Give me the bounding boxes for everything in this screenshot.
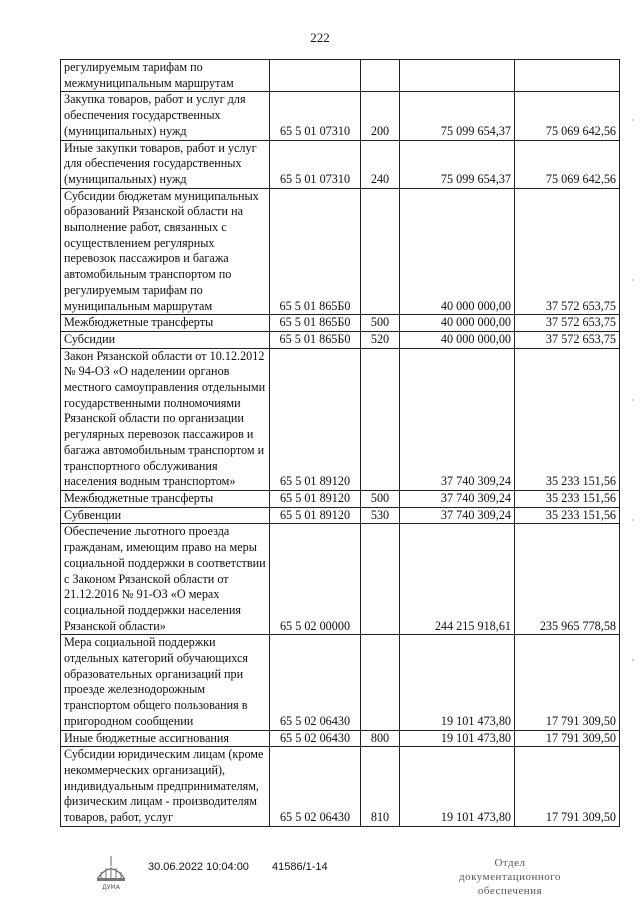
cell-name: Субсидии бюджетам муниципальных образований Рязанской области на выполнение работ, связанных с осуществлением регулярных перевозок пассажиров и багажа автомобильным транспортом по регулируемым тарифам по муниципальным маршрутам [61, 188, 270, 315]
cell-name: Субвенции [61, 507, 270, 524]
cell-y1: 37 740 309,24 [400, 348, 515, 490]
cell-y2: 75 069 642,56 [515, 140, 620, 188]
cell-name: Иные закупки товаров, работ и услуг для обеспечения государственных (муниципальных) нужд [61, 140, 270, 188]
table-row [61, 188, 620, 315]
cell-code: 65 5 01 07310 [270, 92, 361, 140]
table-row [61, 140, 620, 188]
department-stamp-line2: обеспечения [477, 885, 543, 897]
cell-y2: 235 965 778,58 [515, 524, 620, 635]
cell-y2 [515, 60, 620, 92]
cell-name: регулируемым тарифам по межмуниципальным маршрутам [61, 60, 270, 92]
budget-table [60, 59, 620, 827]
cell-code: 65 5 01 89120 [270, 507, 361, 524]
cell-type: 240 [361, 140, 400, 188]
cell-y2: 35 233 151,56 [515, 490, 620, 507]
cell-name: Иные бюджетные ассигнования [61, 730, 270, 747]
cell-code: 65 5 01 07310 [270, 140, 361, 188]
cell-y1: 37 740 309,24 [400, 490, 515, 507]
cell-name: Субсидии юридическим лицам (кроме некоммерческих организаций), индивидуальным предпринимателям, физическим лицам - производителям товаров, работ, услуг [61, 747, 270, 827]
cell-y1: 19 101 473,80 [400, 730, 515, 747]
cell-y2: 37 572 653,75 [515, 331, 620, 348]
cell-type [361, 348, 400, 490]
cell-type: 500 [361, 315, 400, 332]
cell-code: 65 5 01 865Б0 [270, 315, 361, 332]
cell-y2: 75 069 642,56 [515, 92, 620, 140]
cell-type: 200 [361, 92, 400, 140]
cell-y2: 37 572 653,75 [515, 188, 620, 315]
cell-y2: 17 791 309,50 [515, 747, 620, 827]
cell-y1: 244 215 918,61 [400, 524, 515, 635]
cell-y1: 75 099 654,37 [400, 92, 515, 140]
cell-name: Закон Рязанской области от 10.12.2012 № 94-ОЗ «О наделении органов местного самоуправления отдельными государственными полномочиями Рязанской области по организации регулярных перевозок пассажиров и багажа автомобильным транспортом и транспортного обслуживания населения водным транспортом» [61, 348, 270, 490]
table-row [61, 635, 620, 730]
cell-type [361, 524, 400, 635]
cell-name: Закупка товаров, работ и услуг для обеспечения государственных (муниципальных) нужд [61, 92, 270, 140]
cell-type: 500 [361, 490, 400, 507]
duma-logo-icon [90, 852, 132, 892]
cell-y2: 35 233 151,56 [515, 507, 620, 524]
table-row [61, 60, 620, 92]
cell-code: 65 5 01 89120 [270, 490, 361, 507]
cell-y2: 35 233 151,56 [515, 348, 620, 490]
cell-y2: 37 572 653,75 [515, 315, 620, 332]
registration-number: 41586/1-14 [272, 861, 328, 873]
table-row [61, 730, 620, 747]
table-row [61, 507, 620, 524]
cell-code: 65 5 02 06430 [270, 635, 361, 730]
cell-type [361, 60, 400, 92]
document-date: 30.06.2022 10:04:00 [148, 861, 249, 873]
cell-y1: 37 740 309,24 [400, 507, 515, 524]
cell-code: 65 5 02 06430 [270, 730, 361, 747]
table-row [61, 92, 620, 140]
cell-y2: 17 791 309,50 [515, 730, 620, 747]
cell-type: 520 [361, 331, 400, 348]
cell-y1: 40 000 000,00 [400, 315, 515, 332]
cell-type: 800 [361, 730, 400, 747]
margin-dots [630, 100, 636, 800]
cell-code: 65 5 01 865Б0 [270, 188, 361, 315]
cell-name: Межбюджетные трансферты [61, 315, 270, 332]
cell-y2: 17 791 309,50 [515, 635, 620, 730]
cell-name: Межбюджетные трансферты [61, 490, 270, 507]
cell-y1: 19 101 473,80 [400, 747, 515, 827]
department-stamp-line1: Отдел документационного [459, 857, 561, 883]
footer [0, 852, 640, 902]
table-row [61, 490, 620, 507]
table-row [61, 348, 620, 490]
cell-code [270, 60, 361, 92]
cell-name: Мера социальной поддержки отдельных категорий обучающихся образовательных организаций при проезде железнодорожным транспортом общего пользования в пригородном сообщении [61, 635, 270, 730]
table-row [61, 315, 620, 332]
logo-caption: ДУМА [102, 884, 120, 891]
cell-type [361, 188, 400, 315]
cell-type: 810 [361, 747, 400, 827]
cell-code: 65 5 02 06430 [270, 747, 361, 827]
cell-type [361, 635, 400, 730]
cell-y1: 40 000 000,00 [400, 188, 515, 315]
cell-name: Субсидии [61, 331, 270, 348]
cell-y1 [400, 60, 515, 92]
page-number: 222 [310, 30, 330, 45]
cell-y1: 40 000 000,00 [400, 331, 515, 348]
cell-type: 530 [361, 507, 400, 524]
cell-y1: 19 101 473,80 [400, 635, 515, 730]
cell-name: Обеспечение льготного проезда гражданам, имеющим право на меры социальной поддержки в соответствии с Законом Рязанской области от 21.12.2016 № 91-ОЗ «О мерах социальной поддержки населения Рязанской области» [61, 524, 270, 635]
cell-code: 65 5 01 865Б0 [270, 331, 361, 348]
cell-code: 65 5 01 89120 [270, 348, 361, 490]
table-row [61, 747, 620, 827]
table-row [61, 524, 620, 635]
department-stamp [445, 856, 575, 898]
table-row [61, 331, 620, 348]
cell-code: 65 5 02 00000 [270, 524, 361, 635]
cell-y1: 75 099 654,37 [400, 140, 515, 188]
